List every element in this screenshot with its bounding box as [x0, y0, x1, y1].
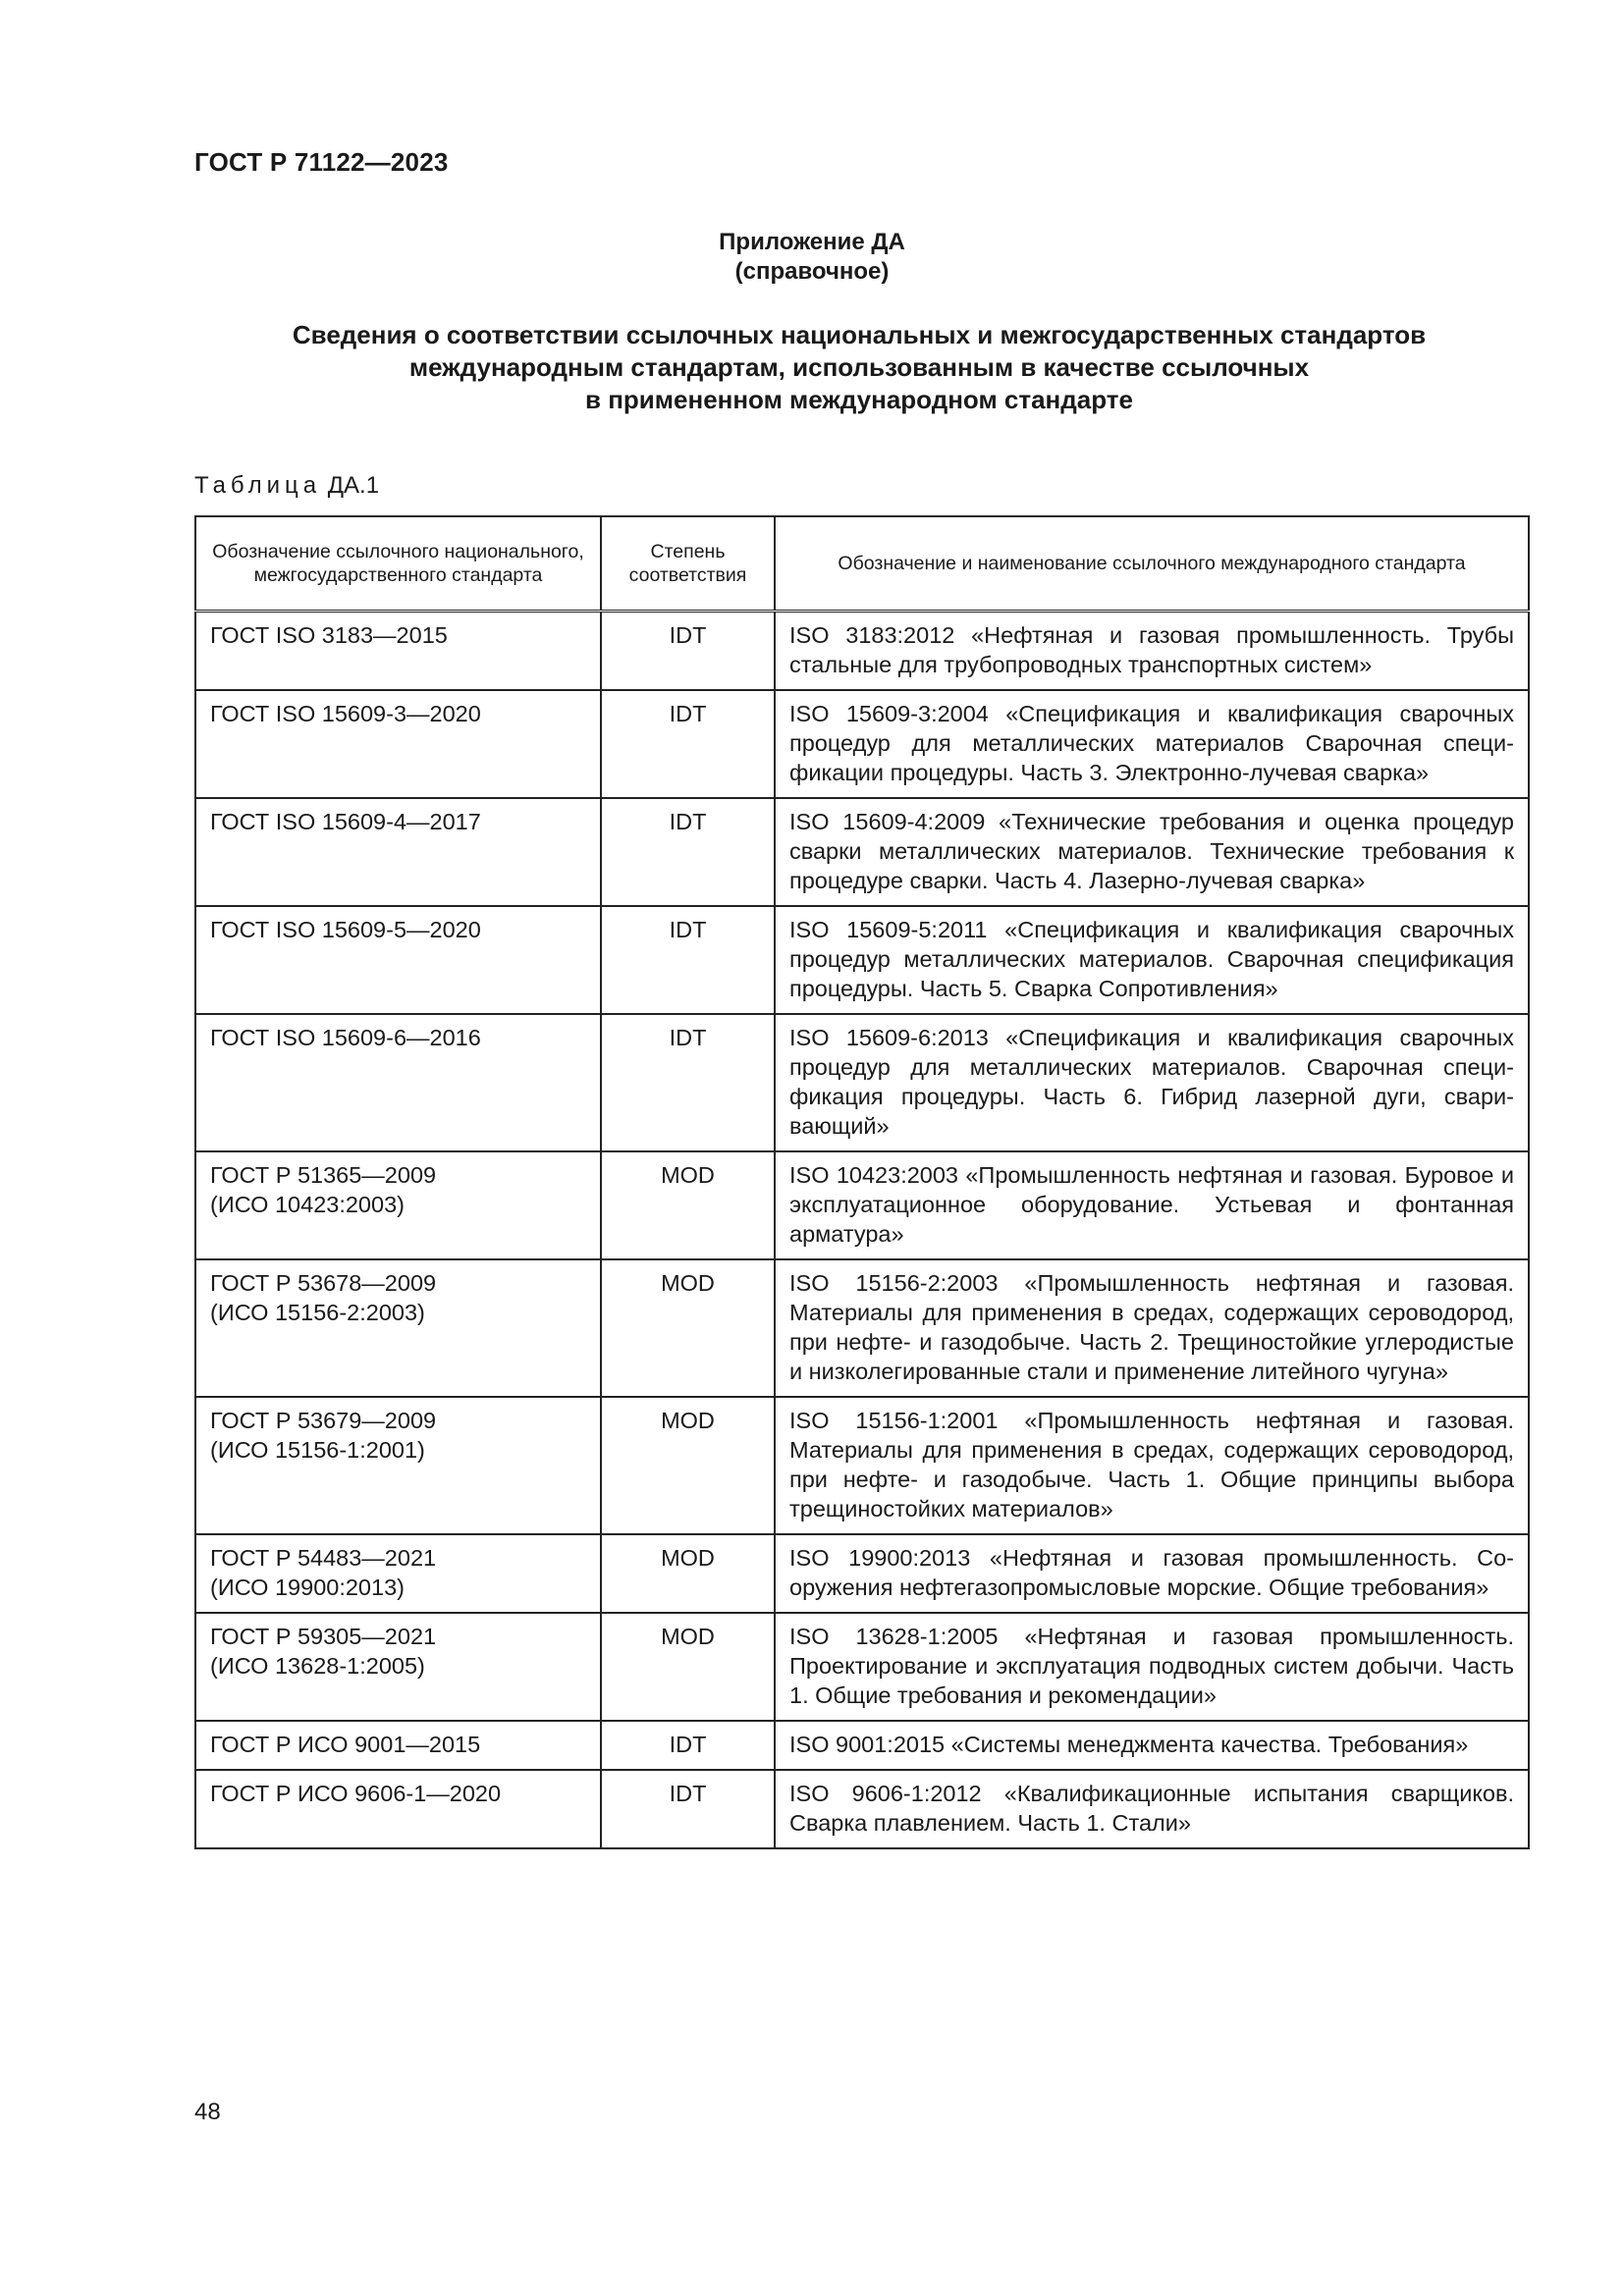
table-row	[195, 612, 1529, 691]
national-standard-code: ГОСТ ISO 15609-4—2017	[210, 809, 481, 834]
national-standard-code: ГОСТ Р 53679—2009	[210, 1408, 437, 1433]
international-standard-cell: ISO 15609-5:2011 «Спецификация и квалификация сварочных процедур металлических материалов. Сварочная спецификация процедуры. Часть 5. Сварка Сопротивления»	[775, 906, 1529, 1014]
table-body	[195, 612, 1529, 1849]
table-row	[195, 1721, 1529, 1770]
column-header-international: Обозначение и наименование ссылочного международного стандарта	[775, 516, 1529, 612]
national-standard-cell	[195, 1259, 601, 1397]
national-standard-iso-ref: (ИСО 13628-1:2005)	[210, 1653, 425, 1679]
table-row	[195, 1770, 1529, 1848]
table-row	[195, 1259, 1529, 1397]
table-row	[195, 1014, 1529, 1151]
national-standard-cell	[195, 906, 601, 1014]
national-standard-code: ГОСТ Р 54483—2021	[210, 1545, 437, 1571]
national-standard-code: ГОСТ Р 53678—2009	[210, 1270, 437, 1296]
international-standard-cell: ISO 15609-3:2004 «Спецификация и квалификация сварочных процедур для металлических материалов Сварочная спецификации процедуры. Часть 3. Электронно-лучевая сварка»	[775, 690, 1529, 798]
national-standard-code: ГОСТ ISO 3183—2015	[210, 622, 448, 648]
degree-of-correspondence: IDT	[601, 1014, 775, 1151]
international-standard-cell: ISO 15156-1:2001 «Промышленность нефтяная и газовая. Материалы для применения в средах, содержащих сероводород, при нефте- и газодобыче. Часть 1. Общие принципы выбора трещиностойких материалов»	[775, 1397, 1529, 1534]
national-standard-cell	[195, 1151, 601, 1259]
degree-of-correspondence: MOD	[601, 1397, 775, 1534]
international-standard-cell: ISO 15156-2:2003 «Промышленность нефтяная и газовая. Материалы для применения в средах, содержащих сероводород, при нефте- и газодобыче. Часть 2. Трещиностойкие углеродистые и низколегированные стали и применение литейного чугуна»	[775, 1259, 1529, 1397]
degree-of-correspondence: IDT	[601, 798, 775, 906]
column-header-national: Обозначение ссылочного национального, межгосударственного стандарта	[195, 516, 601, 612]
national-standard-code: ГОСТ Р ИСО 9001—2015	[210, 1732, 481, 1757]
national-standard-code: ГОСТ Р ИСО 9606-1—2020	[210, 1781, 502, 1806]
table-caption-id: ДА.1	[327, 472, 380, 499]
degree-of-correspondence: MOD	[601, 1259, 775, 1397]
appendix-label: Приложение ДА	[719, 229, 905, 255]
national-standard-iso-ref: (ИСО 15156-2:2003)	[210, 1300, 425, 1325]
international-standard-cell: ISO 19900:2013 «Нефтяная и газовая промышленность. Сооружения нефтегазопромысловые морские. Общие требования»	[775, 1534, 1529, 1613]
degree-of-correspondence: IDT	[601, 612, 775, 691]
national-standard-cell	[195, 1534, 601, 1613]
national-standard-code: ГОСТ Р 51365—2009	[210, 1162, 437, 1188]
degree-of-correspondence: IDT	[601, 1721, 775, 1770]
title-line-2: международным стандартам, использованным в качестве ссылочных	[408, 352, 1310, 382]
international-standard-cell: ISO 15609-4:2009 «Технические требования и оценка процедур сварки металлических материалов. Технические требования к процедуре сварки. Часть 4. Лазерно-лучевая сварка»	[775, 798, 1529, 906]
table-caption	[194, 472, 379, 500]
appendix-heading	[0, 228, 1624, 287]
national-standard-cell	[195, 1014, 601, 1151]
table-row	[195, 1151, 1529, 1259]
international-standard-cell: ISO 9001:2015 «Системы менеджмента качества. Требования»	[775, 1721, 1529, 1770]
national-standard-code: ГОСТ ISO 15609-3—2020	[210, 701, 481, 726]
national-standard-cell	[195, 1721, 601, 1770]
international-standard-cell: ISO 10423:2003 «Промышленность нефтяная и газовая. Буровое и эксплуатационное оборудование. Устьевая и фонтанная арматура»	[775, 1151, 1529, 1259]
appendix-title	[196, 319, 1522, 416]
national-standard-iso-ref: (ИСО 19900:2013)	[210, 1575, 405, 1600]
degree-of-correspondence: IDT	[601, 1770, 775, 1848]
national-standard-cell	[195, 690, 601, 798]
national-standard-cell	[195, 1770, 601, 1848]
national-standard-cell	[195, 612, 601, 691]
table-row	[195, 906, 1529, 1014]
column-header-degree: Степень соответствия	[601, 516, 775, 612]
national-standard-cell	[195, 798, 601, 906]
table-row	[195, 690, 1529, 798]
page-number: 48	[194, 2099, 221, 2125]
international-standard-cell: ISO 3183:2012 «Нефтяная и газовая промышленность. Трубы стальные для трубопроводных транспортных систем»	[775, 612, 1529, 691]
table-row	[195, 798, 1529, 906]
table-row	[195, 1397, 1529, 1534]
national-standard-iso-ref: (ИСО 15156-1:2001)	[210, 1437, 425, 1463]
national-standard-iso-ref: (ИСО 10423:2003)	[210, 1192, 405, 1217]
international-standard-cell: ISO 13628-1:2005 «Нефтяная и газовая промышленность. Проектирование и эксплуатация подводных систем добычи. Часть 1. Общие требования и рекомендации»	[775, 1613, 1529, 1721]
national-standard-code: ГОСТ ISO 15609-5—2020	[210, 917, 481, 942]
table-header-row	[195, 516, 1529, 612]
reference-standards-table	[194, 515, 1530, 1849]
international-standard-cell: ISO 9606-1:2012 «Квалификационные испытания сварщиков. Сварка плавлением. Часть 1. Стали»	[775, 1770, 1529, 1848]
national-standard-cell	[195, 1613, 601, 1721]
international-standard-cell: ISO 15609-6:2013 «Спецификация и квалификация сварочных процедур для металлических материалов. Сварочная спецификация процедуры. Часть 6. Гибрид лазерной дуги, сваривающий»	[775, 1014, 1529, 1151]
table-caption-word: Таблица	[194, 472, 322, 499]
national-standard-code: ГОСТ Р 59305—2021	[210, 1624, 437, 1649]
table-row	[195, 1534, 1529, 1613]
degree-of-correspondence: IDT	[601, 690, 775, 798]
national-standard-cell	[195, 1397, 601, 1534]
degree-of-correspondence: IDT	[601, 906, 775, 1014]
table-row	[195, 1613, 1529, 1721]
national-standard-code: ГОСТ ISO 15609-6—2016	[210, 1025, 481, 1050]
appendix-type: (справочное)	[734, 258, 890, 285]
title-line-1: Сведения о соответствии ссылочных национальных и межгосударственных стандартов	[292, 320, 1427, 349]
title-line-3: в примененном международном стандарте	[585, 385, 1133, 414]
degree-of-correspondence: MOD	[601, 1613, 775, 1721]
document-code: ГОСТ Р 71122—2023	[194, 147, 449, 177]
degree-of-correspondence: MOD	[601, 1151, 775, 1259]
degree-of-correspondence: MOD	[601, 1534, 775, 1613]
